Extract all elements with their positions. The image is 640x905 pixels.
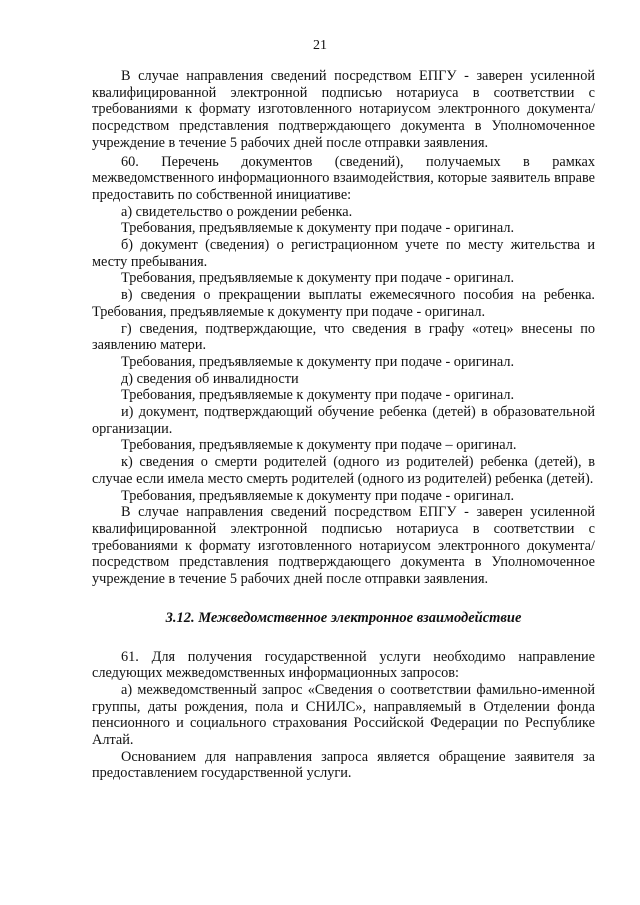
list-item-a-request: а) межведомственный запрос «Сведения о соответствии фамильно-именной группы, даты рождения, пола и СНИЛС», направляемый в Отделении фонда пенсионного и социального страхования Российской Федерации по Республике Алтай. bbox=[92, 681, 595, 749]
list-item-i: и) документ, подтверждающий обучение ребенка (детей) в образовательной организации. bbox=[92, 404, 595, 437]
paragraph-item-61: 61. Для получения государственной услуги необходимо направление следующих межведомственных информационных запросов: bbox=[92, 648, 595, 682]
requirement-line: Требования, предъявляемые к документу при подаче - оригинал. bbox=[121, 220, 515, 237]
list-item-k: к) сведения о смерти родителей (одного из родителей) ребенка (детей), в случае если имела место смерть родителей (одного из родителей) ребенка (детей). bbox=[92, 454, 595, 487]
page-number: 21 bbox=[313, 38, 327, 53]
list-item-b: б) документ (сведения) о регистрационном учете по месту жительства и месту пребывания. bbox=[92, 237, 595, 270]
list-item-g: г) сведения, подтверждающие, что сведения в графу «отец» внесены по заявлению матери. bbox=[92, 320, 595, 354]
list-item-v: в) сведения о прекращении выплаты ежемесячного пособия на ребенка. Требования, предъявляемые к документу при подаче - оригинал. bbox=[92, 287, 595, 320]
requirement-line: Требования, предъявляемые к документу при подаче – оригинал. bbox=[121, 437, 517, 454]
list-item-a: а) свидетельство о рождении ребенка. bbox=[121, 203, 353, 220]
paragraph-item-60: 60. Перечень документов (сведений), получаемых в рамках межведомственного информационного взаимодействия, которые заявитель вправе предоставить по собственной инициативе: bbox=[92, 153, 595, 203]
section-heading: 3.12. Межведомственное электронное взаимодействие bbox=[165, 609, 522, 626]
paragraph-basis: Основанием для направления запроса является обращение заявителя за предоставлением государственной услуги. bbox=[92, 748, 595, 782]
requirement-line: Требования, предъявляемые к документу при подаче - оригинал. bbox=[121, 353, 515, 370]
requirement-line: Требования, предъявляемые к документу при подаче - оригинал. bbox=[121, 387, 515, 404]
paragraph-epgu-notice-1: В случае направления сведений посредством ЕПГУ - заверен усиленной квалифицированной электронной подписью нотариуса в соответствии с требованиями к формату изготовленного нотариусом электронного документа/посредством представления подтверждающего документа в Уполномоченное учреждение в течение 5 рабочих дней после отправки заявления. bbox=[92, 68, 595, 151]
requirement-line: Требования, предъявляемые к документу при подаче - оригинал. bbox=[121, 270, 515, 287]
requirement-line: Требования, предъявляемые к документу при подаче - оригинал. bbox=[121, 487, 515, 504]
document-body bbox=[92, 68, 595, 782]
paragraph-epgu-notice-2: В случае направления сведений посредством ЕПГУ - заверен усиленной квалифицированной электронной подписью нотариуса в соответствии с требованиями к формату изготовленного нотариусом электронного документа/посредством представления подтверждающего документа в Уполномоченное учреждение в течение 5 рабочих дней после отправки заявления. bbox=[92, 504, 595, 588]
list-item-d: д) сведения об инвалидности bbox=[121, 370, 299, 387]
